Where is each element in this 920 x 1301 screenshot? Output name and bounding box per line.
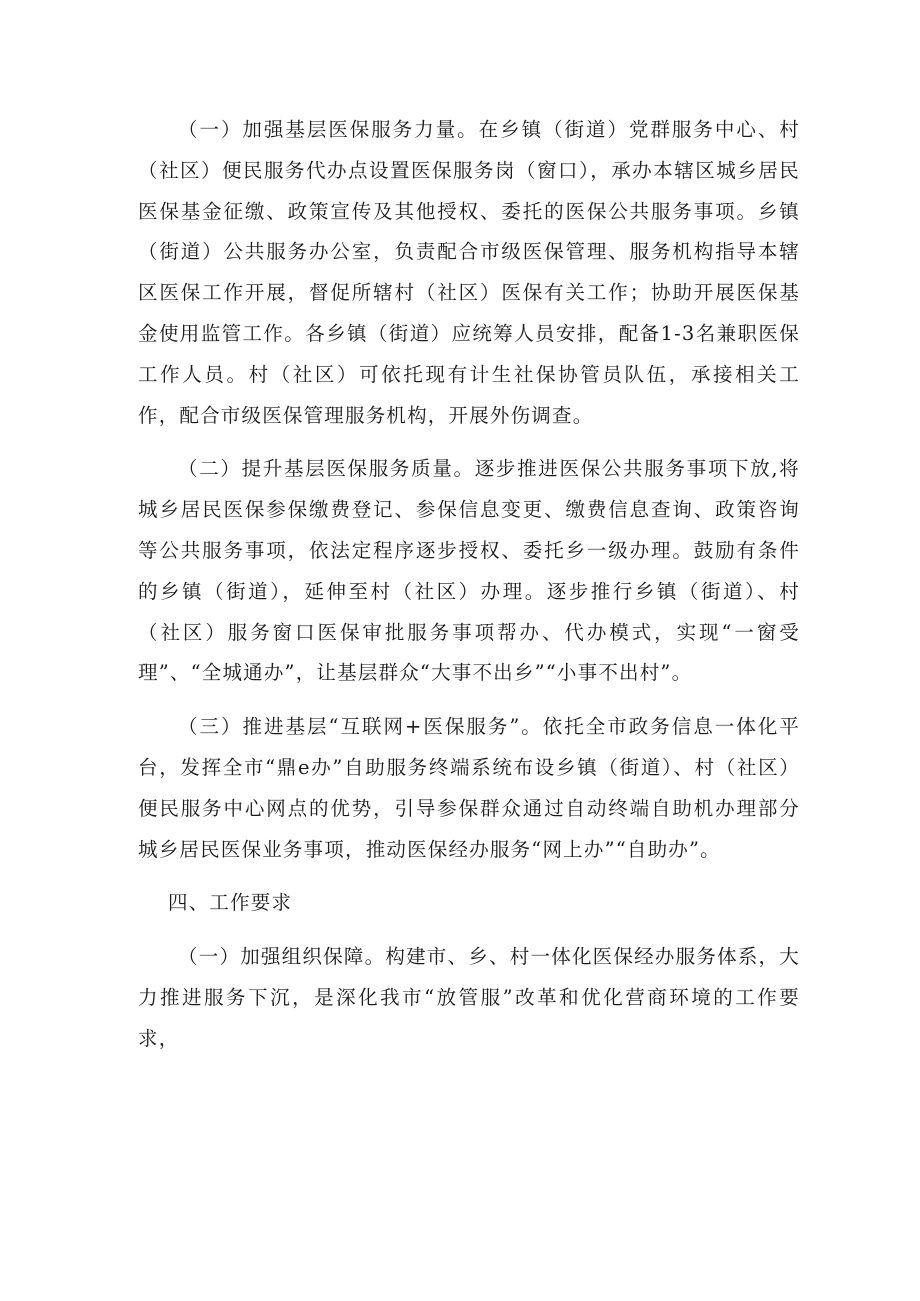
document-body xyxy=(138,110,800,1060)
paragraph-improve-service-quality: （二）提升基层医保服务质量。逐步推进医保公共服务事项下放,将城乡居民医保参保缴费登记、参保信息变更、缴费信息查询、政策咨询等公共服务事项，依法定程序逐步授权、委托乡一级办理。鼓励有条件的乡镇（街道），延伸至村（社区）办理。逐步推行乡镇（街道）、村（社区）服务窗口医保审批服务事项帮办、代办模式，实现“一窗受理”、“全城通办”，让基层群众“大事不出乡”“小事不出村”。 xyxy=(138,457,800,685)
section-heading-work-requirements: 四、工作要求 xyxy=(168,891,293,915)
paragraph-internet-plus-service: （三）推进基层“互联网+医保服务”。依托全市政务信息一体化平台，发挥全市“鼎e办”自助服务终端系统布设乡镇（街道）、村（社区）便民服务中心网点的优势，引导参保群众通过自动终端自助机办理部分城乡居民医保业务事项，推动医保经办服务“网上办”“自助办”。 xyxy=(138,715,800,861)
paragraph-strengthen-staffing: （一）加强基层医保服务力量。在乡镇（街道）党群服务中心、村（社区）便民服务代办点设置医保服务岗（窗口），承办本辖区城乡居民医保基金征缴、政策宣传及其他授权、委托的医保公共服务事项。乡镇（街道）公共服务办公室，负责配合市级医保管理、服务机构指导本辖区医保工作开展，督促所辖村（社区）医保有关工作；协助开展医保基金使用监管工作。各乡镇（街道）应统筹人员安排，配备1-3名兼职医保工作人员。村（社区）可依托现有计生社保协管员队伍，承接相关工作，配合市级医保管理服务机构，开展外伤调查。 xyxy=(138,118,800,427)
paragraph-organizational-support: （一）加强组织保障。构建市、乡、村一体化医保经办服务体系，大力推进服务下沉，是深化我市“放管服”改革和优化营商环境的工作要求， xyxy=(138,945,800,1050)
